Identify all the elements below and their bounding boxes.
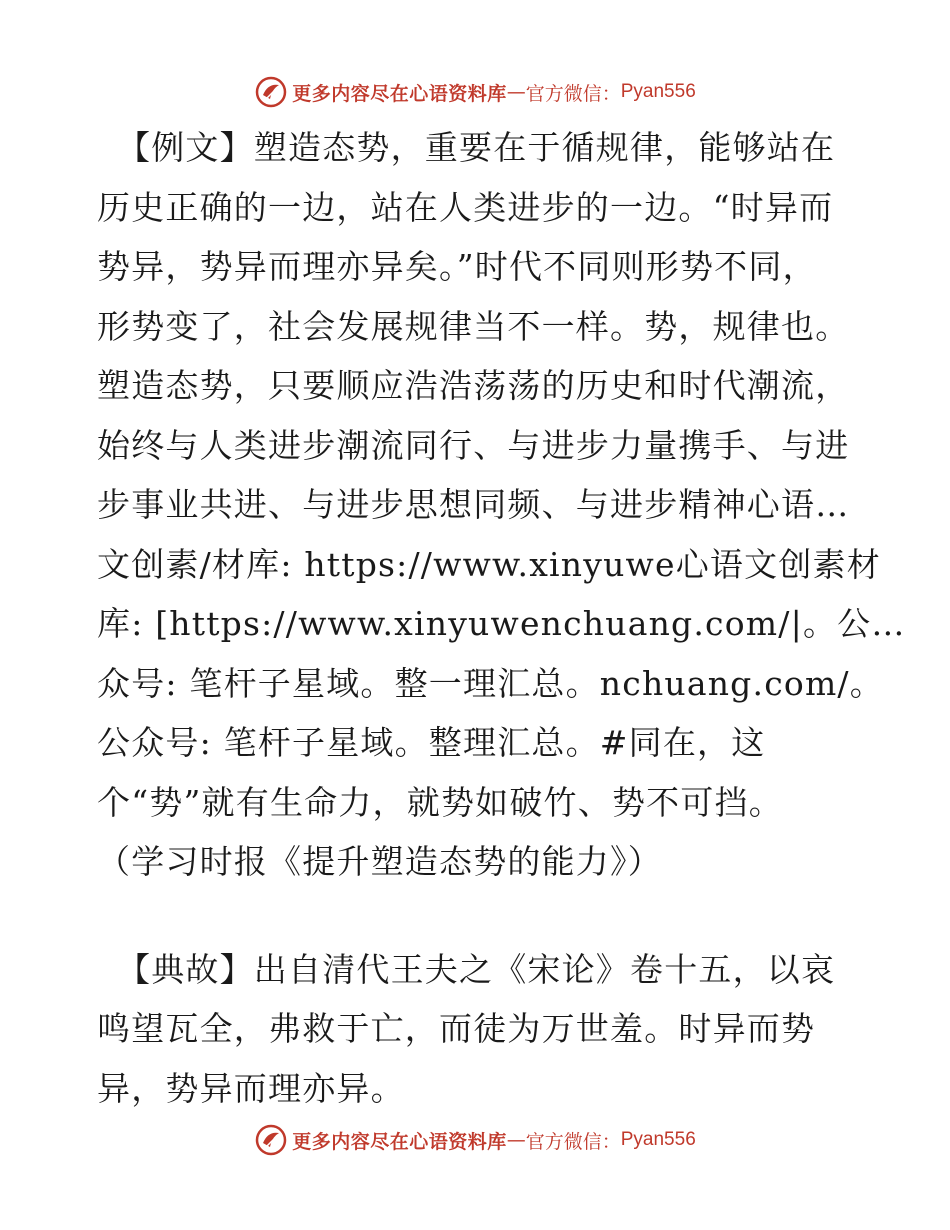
footer-watermark [0,1120,950,1160]
example-line: 历史正确的一边，站在人类进步的一边。“时异而 [97,187,834,227]
example-line: 形势变了，社会发展规律当不一样。势，规律也。 [97,306,850,346]
example-line: 众号: 笔杆子星域。整一理汇总。nchuang.com/。 [97,663,884,703]
header-watermark [0,72,950,112]
example-line: 势异，势异而理亦异矣。”时代不同则形势不同， [97,247,817,286]
example-line: 文创素/材库: https://www.xinyuwe心语文创素材 [97,544,881,584]
example-line: 库: [https://www.xinyuwenchuang.com/|。公… [97,604,906,643]
xinyu-logo-icon [254,1123,288,1157]
watermark-separator: — [506,81,526,103]
watermark-contact-label: 官方微信： [525,1130,621,1153]
xinyu-logo-icon [254,75,288,109]
example-line: 步事业共进、与进步思想同频、与进步精神心语… [97,485,850,524]
watermark-contact-label: 官方微信： [525,82,621,105]
watermark-brand: 更多内容尽在心语资料库 [292,82,507,105]
section-gap [97,892,867,940]
example-line: 【例文】塑造态势，重要在于循规律，能够站在 [117,128,836,167]
example-line: 始终与人类进步潮流同行、与进步力量携手、与进 [97,425,850,465]
document-body [97,118,906,1118]
allusion-line: 异，势异而理亦异。 [97,1068,405,1108]
example-line: 公众号: 笔杆子星域。整理汇总。#同在，这 [97,723,766,762]
example-line: 个“势”就有生命力，就势如破竹、势不可挡。 [97,782,783,822]
watermark-brand: 更多内容尽在心语资料库 [292,1130,507,1153]
example-line: 塑造态势，只要顺应浩浩荡荡的历史和时代潮流， [97,366,850,405]
watermark-contact-id: Pyan556 [620,81,696,102]
allusion-line: 【典故】出自清代王夫之《宋论》卷十五，以哀 [117,949,836,989]
watermark-contact-id: Pyan556 [620,1129,696,1150]
example-source: （学习时报《提升塑造态势的能力》） [97,842,662,881]
watermark-separator: — [506,1129,526,1151]
allusion-line: 鸣望瓦全，弗救于亡，而徒为万世羞。时异而势 [97,1009,816,1048]
